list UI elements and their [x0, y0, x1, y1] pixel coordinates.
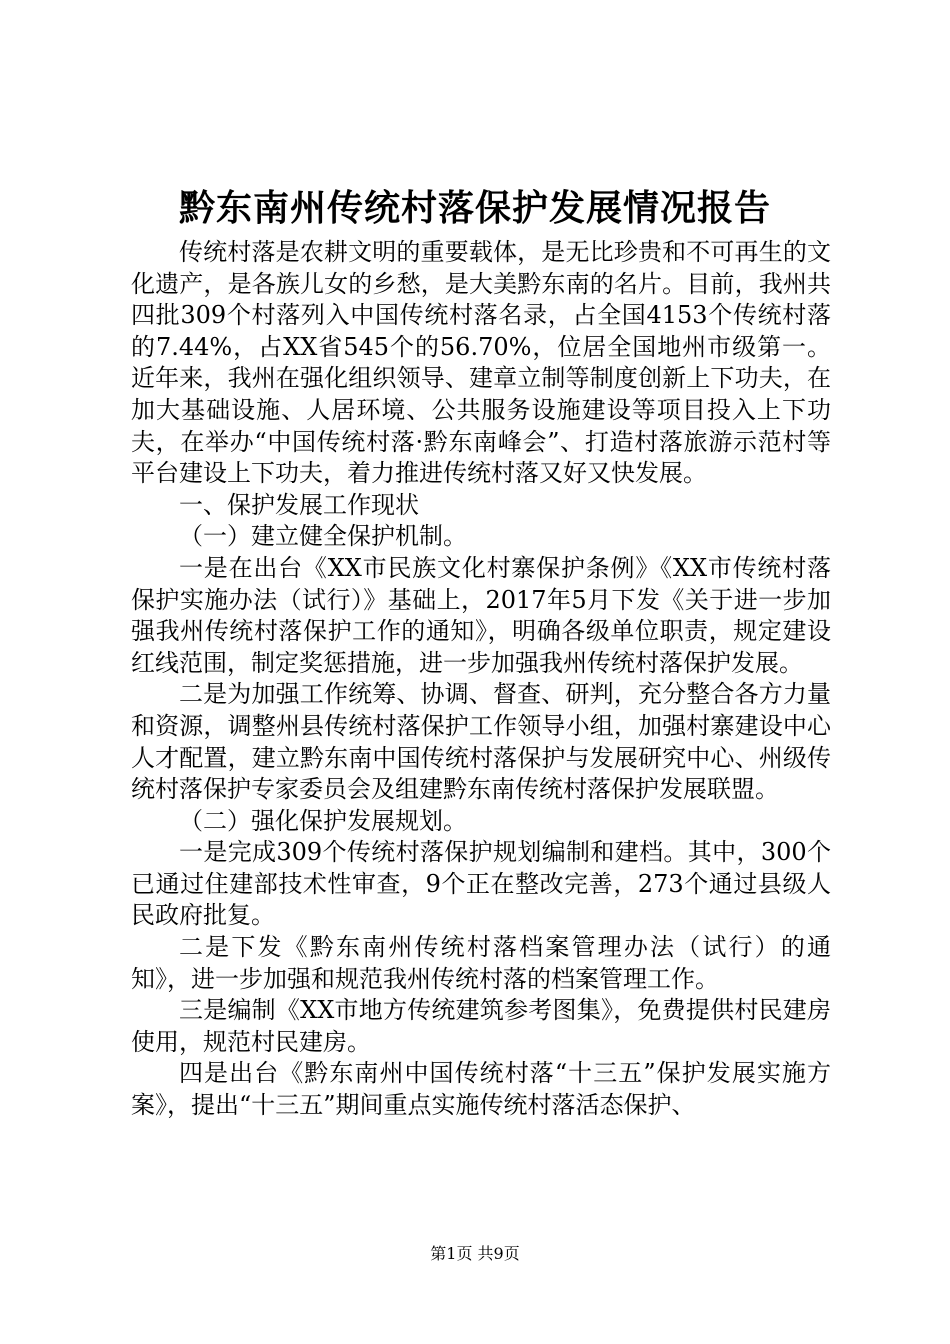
- section-heading: 一、保护发展工作现状: [179, 490, 419, 519]
- paragraph: 一是在出台《XX市民族文化村寨保护条例》《XX市传统村落保护实施办法（试行）》基础上，2017年5月下发《关于进一步加强我州传统村落保护工作的通知》，明确各级单位职责，规定建设红线范围，制定奖惩措施，进一步加强我州传统村落保护发展。: [131, 553, 831, 677]
- paragraph: 二是下发《黔东南州传统村落档案管理办法（试行）的通知》，进一步加强和规范我州传统村落的档案管理工作。: [131, 933, 831, 993]
- subsection-heading: （一）建立健全保护机制。: [179, 522, 467, 551]
- paragraph: 三是编制《XX市地方传统建筑参考图集》，免费提供村民建房使用，规范村民建房。: [131, 996, 831, 1056]
- paragraph: 四是出台《黔东南州中国传统村落“十三五”保护发展实施方案》，提出“十三五”期间重点实施传统村落活态保护、: [131, 1059, 831, 1120]
- page-number-footer: 第1页 共9页: [430, 1244, 520, 1263]
- subsection-heading: （二）强化保护发展规划。: [179, 806, 467, 835]
- paragraph: 二是为加强工作统筹、协调、督查、研判，充分整合各方力量和资源，调整州县传统村落保护工作领导小组，加强村寨建设中心人才配置，建立黔东南中国传统村落保护与发展研究中心、州级传统村落保护专家委员会及组建黔东南传统村落保护发展联盟。: [131, 680, 831, 804]
- document-title: 黔东南州传统村落保护发展情况报告: [178, 187, 771, 229]
- paragraph: 传统村落是农耕文明的重要载体，是无比珍贵和不可再生的文化遗产，是各族儿女的乡愁，是大美黔东南的名片。目前，我州共四批309个村落列入中国传统村落名录，占全国4153个传统村落的7.44%，占XX省545个的56.70%，位居全国地州市级第一。近年来，我州在强化组织领导、建章立制等制度创新上下功夫，在加大基础设施、人居环境、公共服务设施建设等项目投入上下功夫，在举办“中国传统村落·黔东南峰会”、打造村落旅游示范村等平台建设上下功夫，着力推进传统村落又好又快发展。: [131, 238, 831, 488]
- paragraph: 一是完成309个传统村落保护规划编制和建档。其中，300个已通过住建部技术性审查，9个正在整改完善，273个通过县级人民政府批复。: [131, 838, 831, 930]
- document-body: [131, 237, 831, 1122]
